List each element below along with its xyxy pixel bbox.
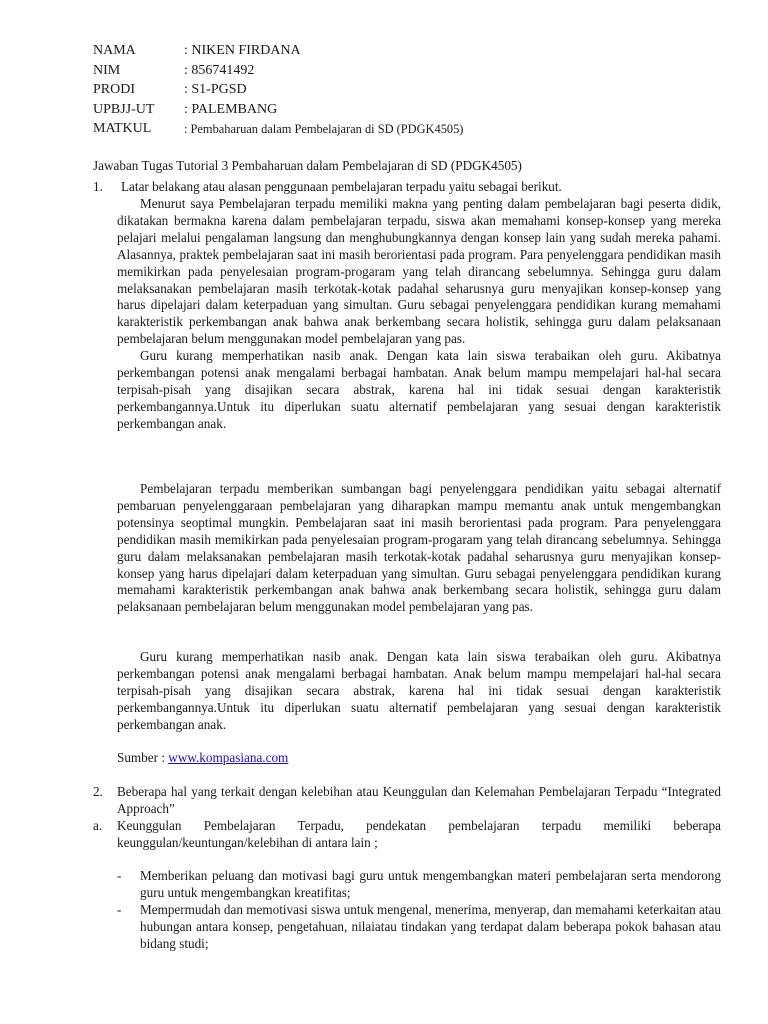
header-key: PRODI	[93, 82, 136, 97]
q1-body	[117, 196, 721, 433]
header-value: : PALEMBANG	[184, 102, 278, 117]
q1-number: 1.	[93, 179, 103, 194]
source-link[interactable]: www.kompasiana.com	[168, 750, 289, 765]
q1-body-3	[117, 649, 721, 734]
header-key: NIM	[93, 63, 121, 78]
q2-text: Beberapa hal yang terkait dengan kelebihan atau Keunggulan dan Kelemahan Pembelajaran Terpadu “Integrated Approach”	[117, 784, 721, 816]
q1-body-2	[117, 481, 721, 616]
document-title: Jawaban Tugas Tutorial 3 Pembaharuan dalam Pembelajaran di SD (PDGK4505)	[93, 158, 522, 173]
header-key: UPBJJ-UT	[93, 102, 155, 117]
q1-paragraph-2: Guru kurang memperhatikan nasib anak. Dengan kata lain siswa terabaikan oleh guru. Akibatnya perkembangan potensi anak mengalami berbagai hambatan. Anak belum mampu mempelajari hal-hal secara terpisah-pisah yang disajikan secara abstrak, karena hal ini tidak sesuai dengan karakteristik perkembangannya.Untuk itu diperlukan suatu alternatif pembelajaran yang sesuai dengan karakteristik perkembangan anak.	[117, 348, 721, 431]
header-value: : Pembaharuan dalam Pembelajaran di SD (PDGK4505)	[184, 122, 464, 136]
header-key: MATKUL	[93, 121, 152, 136]
q1-heading: Latar belakang atau alasan penggunaan pembelajaran terpadu yaitu sebagai berikut.	[121, 179, 562, 194]
header-value: : 856741492	[184, 63, 255, 78]
bullet-item-1: Memberikan peluang dan motivasi bagi guru untuk mengembangkan materi pembelajaran serta mendorong guru untuk mengembangkan kreatifitas;	[140, 868, 721, 900]
header-value: : S1-PGSD	[184, 82, 247, 97]
q1-paragraph-4: Guru kurang memperhatikan nasib anak. Dengan kata lain siswa terabaikan oleh guru. Akibatnya perkembangan potensi anak mengalami berbagai hambatan. Anak belum mampu mempelajari hal-hal secara terpisah-pisah yang disajikan secara abstrak, karena hal ini tidak sesuai dengan karakteristik perkembangannya.Untuk itu diperlukan suatu alternatif pembelajaran yang sesuai dengan karakteristik perkembangan anak.	[117, 649, 721, 732]
bullet-marker: -	[117, 868, 122, 883]
bullet-item-2: Mempermudah dan memotivasi siswa untuk mengenal, menerima, menyerap, dan memahami keterkaitan atau hubungan antara konsep, pengetahuan, nilaiatau tindakan yang terdapat dalam beberapa pokok bahasan atau bidang studi;	[140, 902, 721, 951]
q1-paragraph-1: Menurut saya Pembelajaran terpadu memiliki makna yang penting dalam pembelajaran bagi peserta didik, dikatakan bermakna karena dalam pembelajaran terpadu, siswa akan memahami konsep-konsep yang mereka pelajari melalui pengalaman langsung dan menghubungkannya dengan konsep lain yang sudah mereka pahami. Alasannya, praktek pembelajaran saat ini masih berorientasi pada program. Para penyelenggara pendidikan masih memikirkan pada penyelesaian program-progaram yang telah dirancang sebelumnya. Sehingga guru dalam melaksanakan pembelajaran masih terkotak-kotak padahal seharusnya guru menyajikan konsep-konsep yang harus dipelajari dalam keterpaduan yang simultan. Guru sebagai penyelenggara pendidikan kurang memahami karakteristik perkembangan anak bahwa anak berkembang secara holistik, sehingga guru dalam pelaksanaan pembelajaran belum menggunakan model pembelajaran yang pas.	[117, 196, 721, 347]
q1-paragraph-3: Pembelajaran terpadu memberikan sumbangan bagi penyelenggara pendidikan yaitu sebagai alternatif pembaruan penyelenggaraan pembelajaran yang diharapkan mampu memantu anak untuk mengembangkan potensinya seoptimal mungkin. Pembelajaran saat ini masih berorientasi pada program. Para penyelenggara pendidikan masih memikirkan pada penyelesaian program-progaram yang telah dirancang sebelumnya. Sehingga guru dalam melaksanakan pembelajaran masih terkotak-kotak padahal seharusnya guru menyajikan konsep-konsep yang harus dipelajari dalam keterpaduan yang simultan. Guru sebagai penyelenggara pendidikan kurang memahami karakteristik perkembangan anak bahwa anak berkembang secara holistik, sehingga guru dalam pelaksanaan pembelajaran belum menggunakan model pembelajaran yang pas.	[117, 481, 721, 615]
source-label: Sumber :	[117, 750, 169, 765]
source-line	[117, 750, 721, 767]
header-value: : NIKEN FIRDANA	[184, 43, 301, 58]
header-key: NAMA	[93, 43, 136, 58]
q2-a-text: Keunggulan Pembelajaran Terpadu, pendekatan pembelajaran terpadu memiliki beberapa keunggulan/keuntungan/kelebihan di antara lain ;	[117, 818, 721, 850]
q2-number: 2.	[93, 784, 103, 799]
q2-a-label: a.	[93, 818, 103, 833]
bullet-marker: -	[117, 902, 122, 917]
